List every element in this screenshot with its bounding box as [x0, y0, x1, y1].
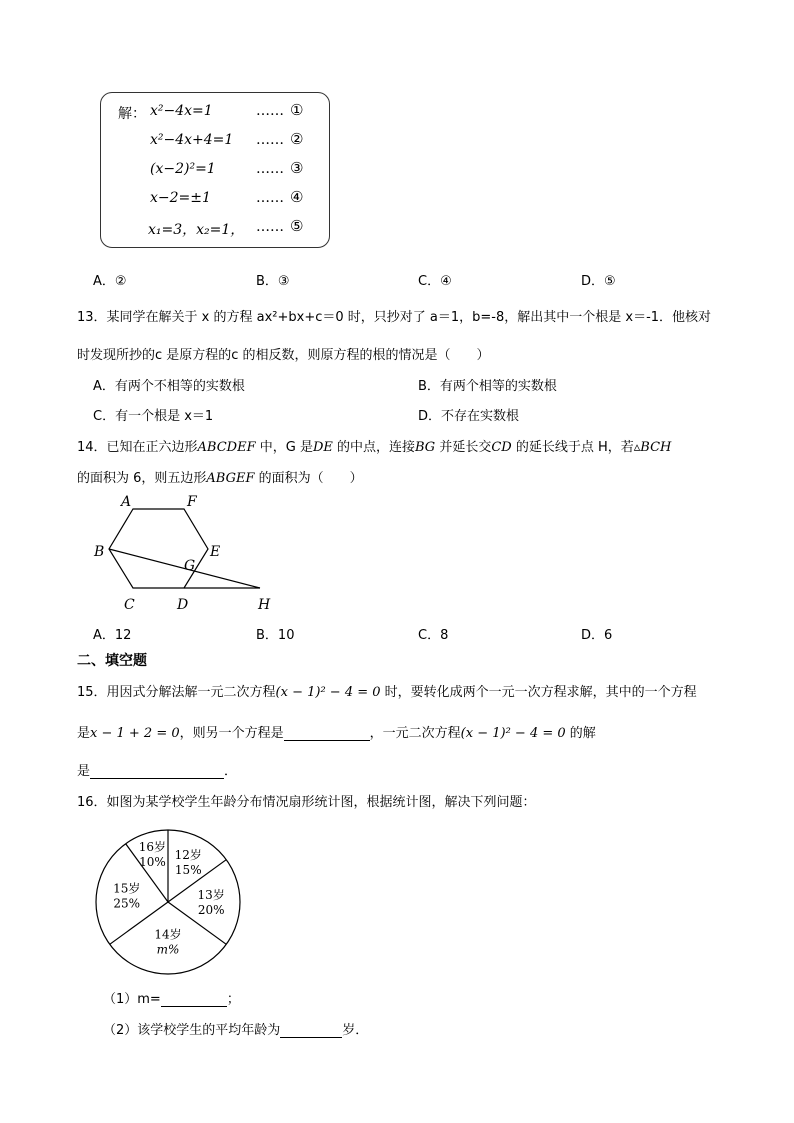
q14-segment-de: DE [312, 440, 333, 455]
q15-line-1 [77, 681, 697, 700]
q14-segment-cd: CD [491, 440, 512, 455]
pie-slice-value-4: 25% [113, 896, 141, 911]
pie-slice-label-1: 12岁 [174, 848, 202, 863]
solution-step-2-expr: x²−4x+4=1 [150, 132, 234, 148]
q16-sub2-text: （2）该学校学生的平均年龄为 [103, 1023, 281, 1038]
q12-option-c[interactable]: C．④ [418, 274, 452, 289]
label-d: D [177, 597, 189, 613]
q14-text-2a: 的面积为 6，则五边形 [77, 471, 207, 486]
solution-step-3-dots: …… [256, 161, 284, 177]
q14-hexagon-name: ABCDEF [197, 440, 256, 455]
q14-pentagon-name: ABGEF [206, 471, 255, 486]
q13-line-2: 时发现所抄的c 是原方程的c 的相反数，则原方程的根的情况是（ ） [77, 348, 490, 363]
q15-text-2c: ，一元二次方程 [369, 726, 461, 741]
q14-text-i: 的延长线于点 H，若 [511, 440, 634, 455]
q15-text-3a: 是 [77, 764, 91, 779]
solution-step-3-num: ③ [290, 159, 304, 177]
solution-step-1-num: ① [290, 101, 304, 119]
q14-option-d[interactable]: D．6 [581, 628, 613, 643]
q15-text-1a: 15．用因式分解法解一元二次方程 [77, 685, 276, 700]
solution-step-1-expr: x²−4x=1 [150, 103, 213, 119]
solution-step-4-dots: …… [256, 190, 284, 206]
solution-step-2-dots: …… [256, 132, 284, 148]
q15-text-2d: 的解 [565, 726, 596, 741]
q15-equation-2: (x − 1)² − 4 = 0 [460, 726, 566, 741]
solution-prefix: 解： [118, 106, 146, 122]
solution-step-3-expr: (x−2)²=1 [150, 161, 216, 177]
label-a: A [121, 494, 132, 510]
solution-step-5-num: ⑤ [290, 217, 304, 235]
q14-option-a[interactable]: A．12 [93, 628, 132, 643]
q14-segment-bg: BG [415, 440, 436, 455]
q16-sub1-text: （1）m= [103, 992, 161, 1007]
q14-text-g: 并延长交 [435, 440, 492, 455]
q16-sub-2 [103, 1019, 368, 1038]
q14-option-b[interactable]: B．10 [256, 628, 295, 643]
q13-option-c[interactable]: C．有一个根是 x＝1 [93, 409, 214, 424]
solution-step-5-dots: …… [256, 219, 284, 235]
q14-line-1 [77, 436, 671, 455]
label-c: C [124, 597, 135, 613]
q15-line-3 [77, 760, 237, 779]
label-g: G [184, 558, 196, 574]
q13-option-a[interactable]: A．有两个不相等的实数根 [93, 379, 245, 394]
solution-step-2-num: ② [290, 130, 304, 148]
q14-text-a: 14．已知在正六边形 [77, 440, 198, 455]
q15-text-1b: 时，要转化成两个一元一次方程求解，其中的一个方程 [380, 685, 697, 700]
pie-slice-value-1: 15% [174, 863, 202, 878]
age-pie-chart [88, 822, 248, 982]
label-e: E [210, 544, 221, 560]
q15-text-2b: ，则另一个方程是 [179, 726, 284, 741]
pie-slice-label-4: 15岁 [113, 881, 141, 896]
pie-slice-value-2: 20% [197, 903, 225, 917]
q14-line-2 [77, 467, 363, 486]
solution-step-4-num: ④ [290, 188, 304, 206]
q15-given-equation: x − 1 + 2 = 0 [90, 726, 180, 741]
pie-slice-label-3: 14岁 [154, 927, 182, 942]
hexagon-outline [109, 509, 208, 588]
q16-line-1: 16．如图为某学校学生年龄分布情况扇形统计图，根据统计图，解决下列问题： [77, 795, 536, 810]
q12-option-d[interactable]: D．⑤ [581, 274, 616, 289]
q15-line-2 [77, 722, 596, 741]
label-h: H [258, 597, 271, 613]
q13-option-b[interactable]: B．有两个相等的实数根 [418, 379, 557, 394]
pie-slice-value-3: m% [156, 942, 180, 957]
section-heading: 二、填空题 [77, 653, 147, 669]
q14-option-c[interactable]: C．8 [418, 628, 449, 643]
q15-text-3b: ． [224, 764, 238, 779]
pie-slice-label-2: 13岁 [197, 888, 225, 902]
q14-triangle-bch: ▵BCH [633, 440, 672, 455]
hexagon-figure [85, 488, 285, 616]
solution-step-5-expr: x₁=3，x₂=1， [148, 222, 245, 238]
q15-blank-2[interactable] [90, 764, 224, 779]
q15-equation: (x − 1)² − 4 = 0 [275, 685, 381, 700]
q15-blank-1[interactable] [284, 726, 370, 741]
q16-sub2-end: 岁． [342, 1023, 369, 1038]
q12-option-b[interactable]: B．③ [256, 274, 290, 289]
q16-sub-1 [103, 988, 240, 1007]
q14-text-2c: 的面积为（ ） [254, 471, 363, 486]
solution-step-1-dots: …… [256, 103, 284, 119]
q13-option-d[interactable]: D．不存在实数根 [418, 409, 520, 424]
q16-blank-m[interactable] [161, 992, 227, 1007]
q14-text-e: 的中点，连接 [332, 440, 416, 455]
q13-line-1: 13．某同学在解关于 x 的方程 ax²+bx+c＝0 时，只抄对了 a＝1，b=-8，解出其中一个根是 x＝-1．他核对 [77, 310, 712, 325]
q14-text-c: 中，G 是 [255, 440, 313, 455]
solution-step-4-expr: x−2=±1 [150, 190, 211, 206]
q12-option-a[interactable]: A．② [93, 274, 127, 289]
label-f: F [187, 494, 197, 510]
pie-slice-label-5: 16岁 [138, 840, 167, 855]
pie-slice-value-5: 10% [139, 855, 166, 870]
label-b: B [94, 544, 105, 560]
q16-sub1-end: ； [226, 992, 240, 1007]
q15-text-2a: 是 [77, 726, 91, 741]
q16-blank-age[interactable] [280, 1023, 342, 1038]
